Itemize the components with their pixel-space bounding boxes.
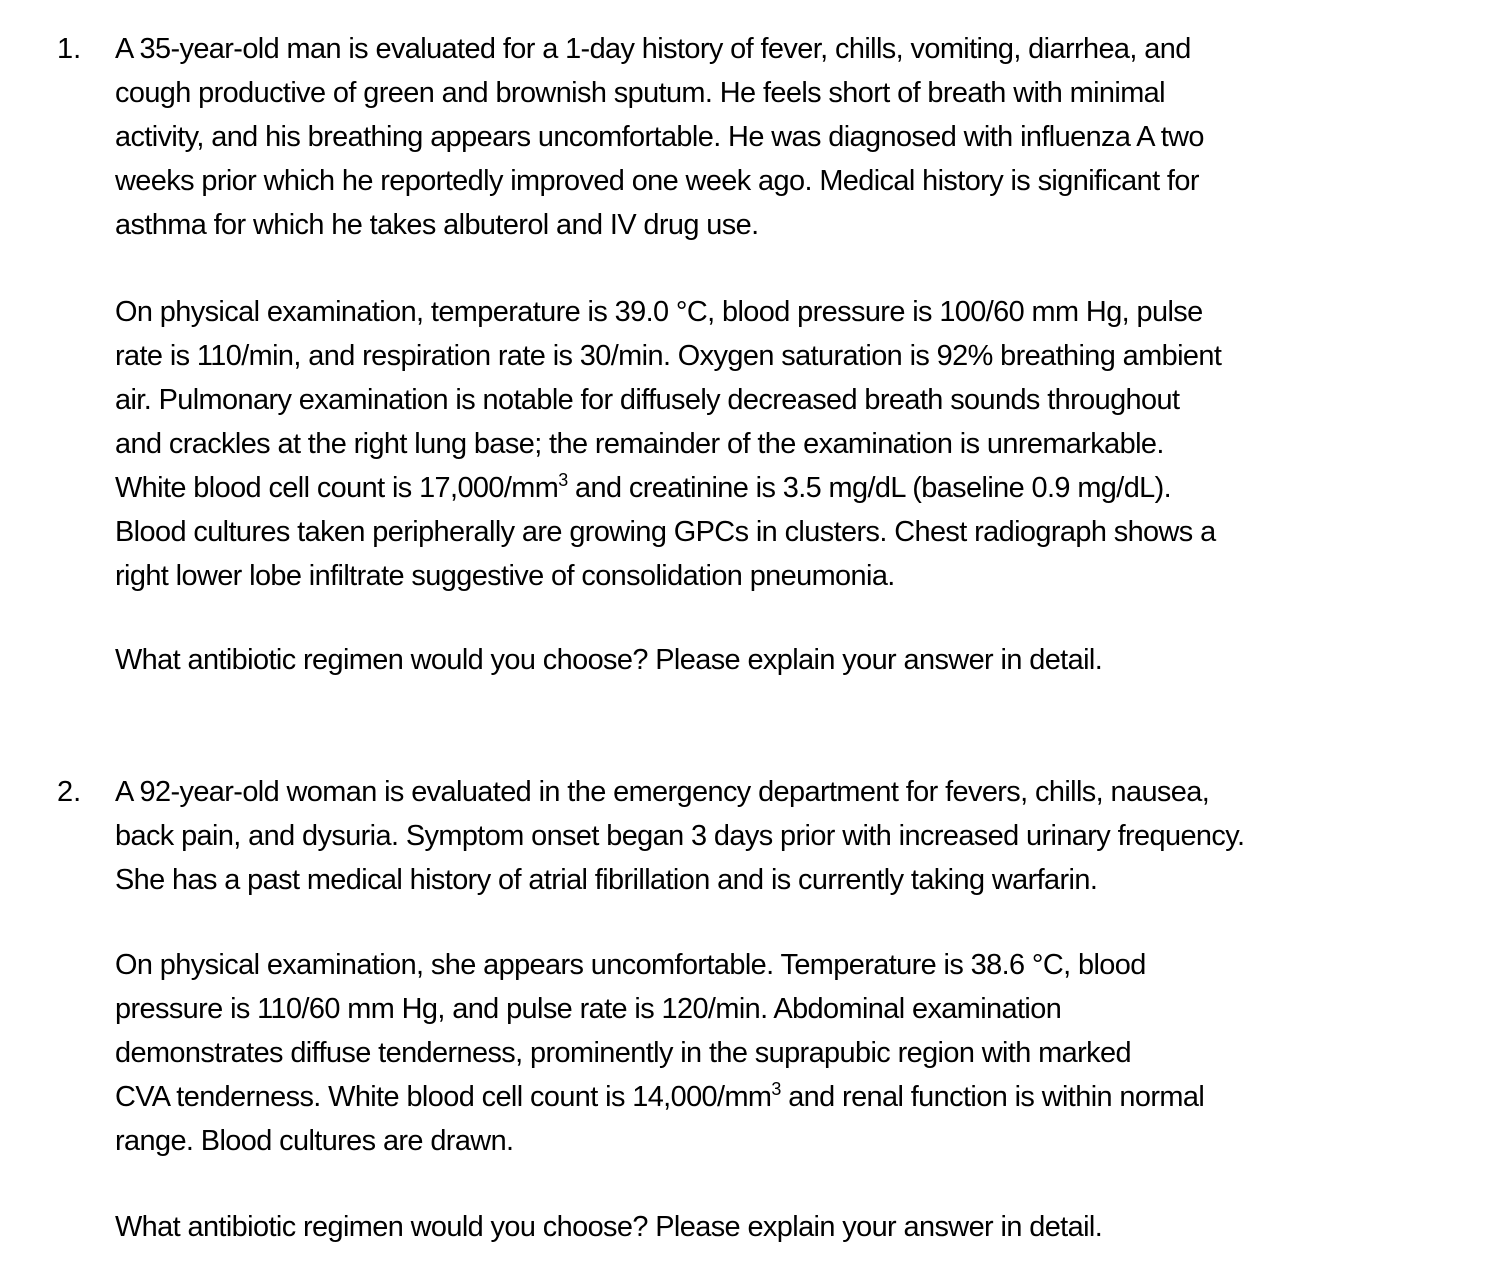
text-line: rate is 110/min, and respiration rate is 30/min. Oxygen saturation is 92% breathing ambient: [115, 340, 1222, 372]
text-line: weeks prior which he reportedly improved one week ago. Medical history is significant for: [115, 165, 1199, 197]
text-line: and crackles at the right lung base; the remainder of the examination is unremarkable.: [115, 428, 1164, 460]
text-line-with-superscript: [115, 466, 1490, 510]
question-number: 1.: [57, 33, 82, 65]
superscript: 3: [771, 1079, 781, 1099]
text-line: range. Blood cultures are drawn.: [115, 1125, 514, 1157]
text-segment: and creatinine is 3.5 mg/dL (baseline 0.9 mg/dL).: [567, 472, 1172, 504]
text-line: air. Pulmonary examination is notable for diffusely decreased breath sounds throughout: [115, 384, 1180, 416]
text-segment: CVA tenderness. White blood cell count is 14,000/mm: [115, 1081, 772, 1113]
text-line: right lower lobe infiltrate suggestive of consolidation pneumonia.: [115, 560, 895, 592]
text-line: What antibiotic regimen would you choose? Please explain your answer in detail.: [115, 644, 1103, 676]
text-line: On physical examination, she appears uncomfortable. Temperature is 38.6 °C, blood: [115, 949, 1146, 981]
text-line-with-superscript: [115, 1075, 1490, 1119]
question-prompt: [115, 1205, 1495, 1249]
text-line: activity, and his breathing appears uncomfortable. He was diagnosed with influenza A two: [115, 121, 1204, 153]
question-history: [115, 27, 1495, 247]
text-line: cough productive of green and brownish sputum. He feels short of breath with minimal: [115, 77, 1165, 109]
question-prompt: [115, 638, 1495, 682]
superscript: 3: [558, 470, 568, 490]
text-line: A 35-year-old man is evaluated for a 1-day history of fever, chills, vomiting, diarrhea, and: [115, 33, 1191, 65]
question-number: 2.: [57, 776, 82, 808]
text-line: She has a past medical history of atrial fibrillation and is currently taking warfarin.: [115, 864, 1098, 896]
question-history: [115, 770, 1495, 902]
question-exam: [115, 290, 1495, 598]
text-line: asthma for which he takes albuterol and IV drug use.: [115, 209, 759, 241]
text-line: Blood cultures taken peripherally are growing GPCs in clusters. Chest radiograph shows a: [115, 516, 1216, 548]
text-line: demonstrates diffuse tenderness, prominently in the suprapubic region with marked: [115, 1037, 1131, 1069]
text-segment: and renal function is within normal: [780, 1081, 1205, 1113]
text-line: back pain, and dysuria. Symptom onset began 3 days prior with increased urinary frequency.: [115, 820, 1245, 852]
text-line: A 92-year-old woman is evaluated in the emergency department for fevers, chills, nausea,: [115, 776, 1210, 808]
text-segment: White blood cell count is 17,000/mm: [115, 472, 559, 504]
question-exam: [115, 943, 1495, 1163]
text-line: What antibiotic regimen would you choose? Please explain your answer in detail.: [115, 1211, 1103, 1243]
text-line: On physical examination, temperature is 39.0 °C, blood pressure is 100/60 mm Hg, pulse: [115, 296, 1203, 328]
text-line: pressure is 110/60 mm Hg, and pulse rate is 120/min. Abdominal examination: [115, 993, 1062, 1025]
